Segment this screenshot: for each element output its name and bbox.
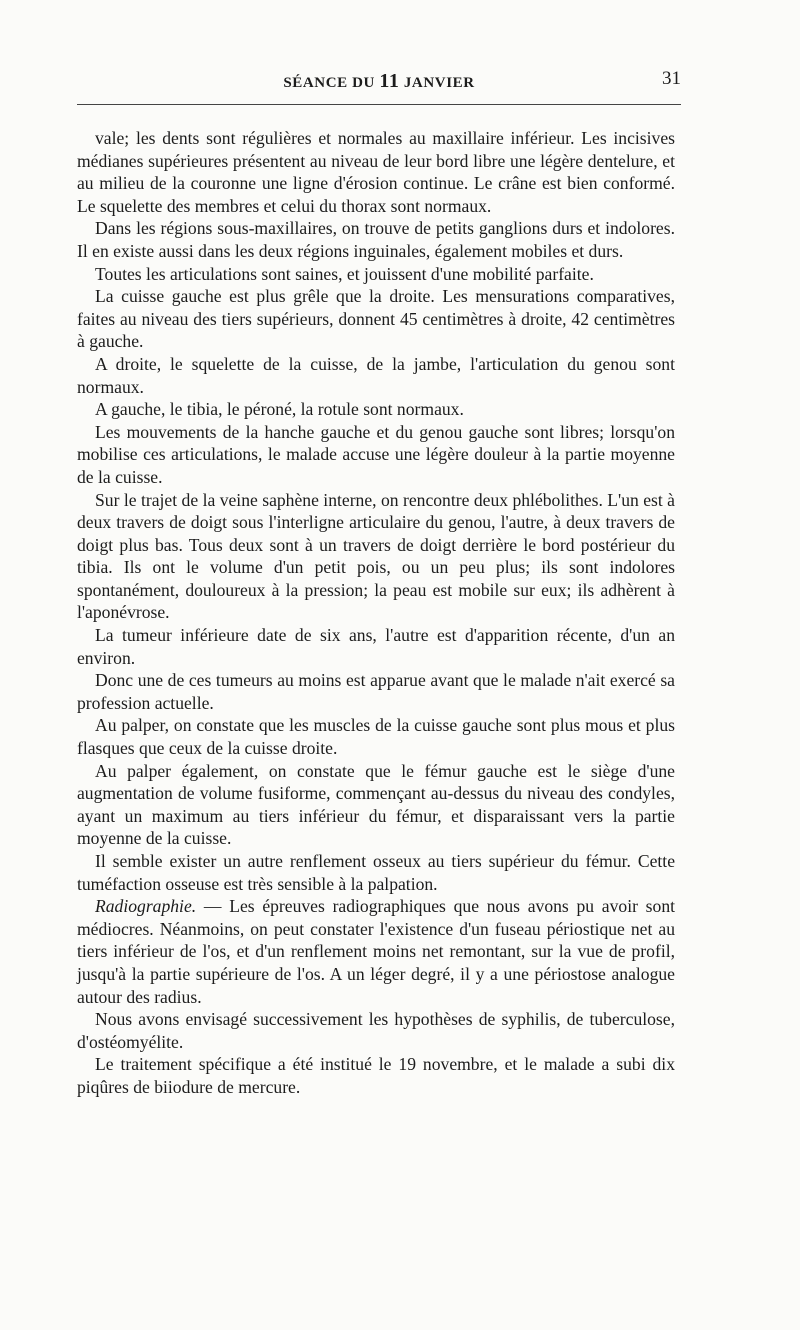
running-header: [77, 70, 681, 96]
page-number: 31: [662, 68, 681, 89]
paragraph: Les mouvements de la hanche gauche et du genou gauche sont libres; lorsqu'on mobilise ces articulations, le malade accuse une légère douleur à la partie moyenne de la cuisse.: [77, 421, 675, 487]
paragraph: Donc une de ces tumeurs au moins est apparue avant que le malade n'ait exercé sa profession actuelle.: [77, 670, 675, 713]
paragraph: Il semble exister un autre renflement osseux au tiers supérieur du fémur. Cette tuméfaction osseuse est très sensible à la palpation.: [77, 851, 675, 894]
header-title-prefix: SÉANCE DU: [283, 75, 375, 91]
paragraph: Nous avons envisagé successivement les hypothèses de syphilis, de tuberculose, d'ostéomyélite.: [77, 1009, 675, 1052]
paragraph: Dans les régions sous-maxillaires, on trouve de petits ganglions durs et indolores. Il en existe aussi dans les deux régions inguinales, également mobiles et durs.: [77, 218, 675, 261]
paragraph: Sur le trajet de la veine saphène interne, on rencontre deux phlébolithes. L'un est à deux travers de doigt sous l'interligne articulaire du genou, l'autre, à deux travers de doigt plus bas. Tous deux sont à un travers de doigt derrière le bord postérieur du tibia. Ils ont le volume d'un petit pois, ou un peu plus; ils sont indolores spontanément, douloureux à la pression; la peau est mobile sur eux; ils adhèrent à l'aponévrose.: [77, 489, 675, 623]
header-title: [77, 70, 681, 93]
header-title-suffix: JANVIER: [403, 75, 475, 91]
paragraph-radiographie: Radiographie. — Les épreuves radiographiques que nous avons pu avoir sont médiocres. Néanmoins, on peut constater l'existence d'un fuseau périostique net au tiers inférieur de l'os, et d'un renflement moins net remontant, sur la vue de profil, jusqu'à la partie supérieure de l'os. A un léger degré, il y a une périostose analogue autour des radius.: [77, 896, 675, 1007]
body-text: [77, 127, 675, 1099]
section-lead: Radiographie.: [95, 896, 197, 917]
paragraph: A droite, le squelette de la cuisse, de la jambe, l'articulation du genou sont normaux.: [77, 353, 675, 397]
paragraph: La cuisse gauche est plus grêle que la droite. Les mensurations comparatives, faites au niveau des tiers supérieurs, donnent 45 centimètres à droite, 42 centimètres à gauche.: [77, 286, 675, 352]
header-day: 11: [379, 70, 400, 92]
paragraph: Toutes les articulations sont saines, et jouissent d'une mobilité parfaite.: [95, 263, 594, 284]
paragraph: Au palper, on constate que les muscles de la cuisse gauche sont plus mous et plus flasques que ceux de la cuisse droite.: [77, 715, 675, 759]
paragraph: vale; les dents sont régulières et normales au maxillaire inférieur. Les incisives médianes supérieures présentent au niveau de leur bord libre une légère dentelure, et au milieu de la couronne une ligne d'érosion continue. Le crâne est bien conformé. Le squelette des membres et celui du thorax sont normaux.: [77, 128, 675, 216]
paragraph: A gauche, le tibia, le péroné, la rotule sont normaux.: [95, 399, 464, 420]
paragraph: Au palper également, on constate que le fémur gauche est le siège d'une augmentation de volume fusiforme, commençant au-dessus du niveau des condyles, ayant un maximum au tiers inférieur du fémur, et disparaissant vers la partie moyenne de la cuisse.: [77, 760, 675, 849]
paragraph: Le traitement spécifique a été institué le 19 novembre, et le malade a subi dix piqûres de biiodure de mercure.: [77, 1054, 675, 1097]
header-rule: [77, 104, 681, 105]
paragraph: La tumeur inférieure date de six ans, l'autre est d'apparition récente, d'un an environ.: [77, 625, 675, 668]
